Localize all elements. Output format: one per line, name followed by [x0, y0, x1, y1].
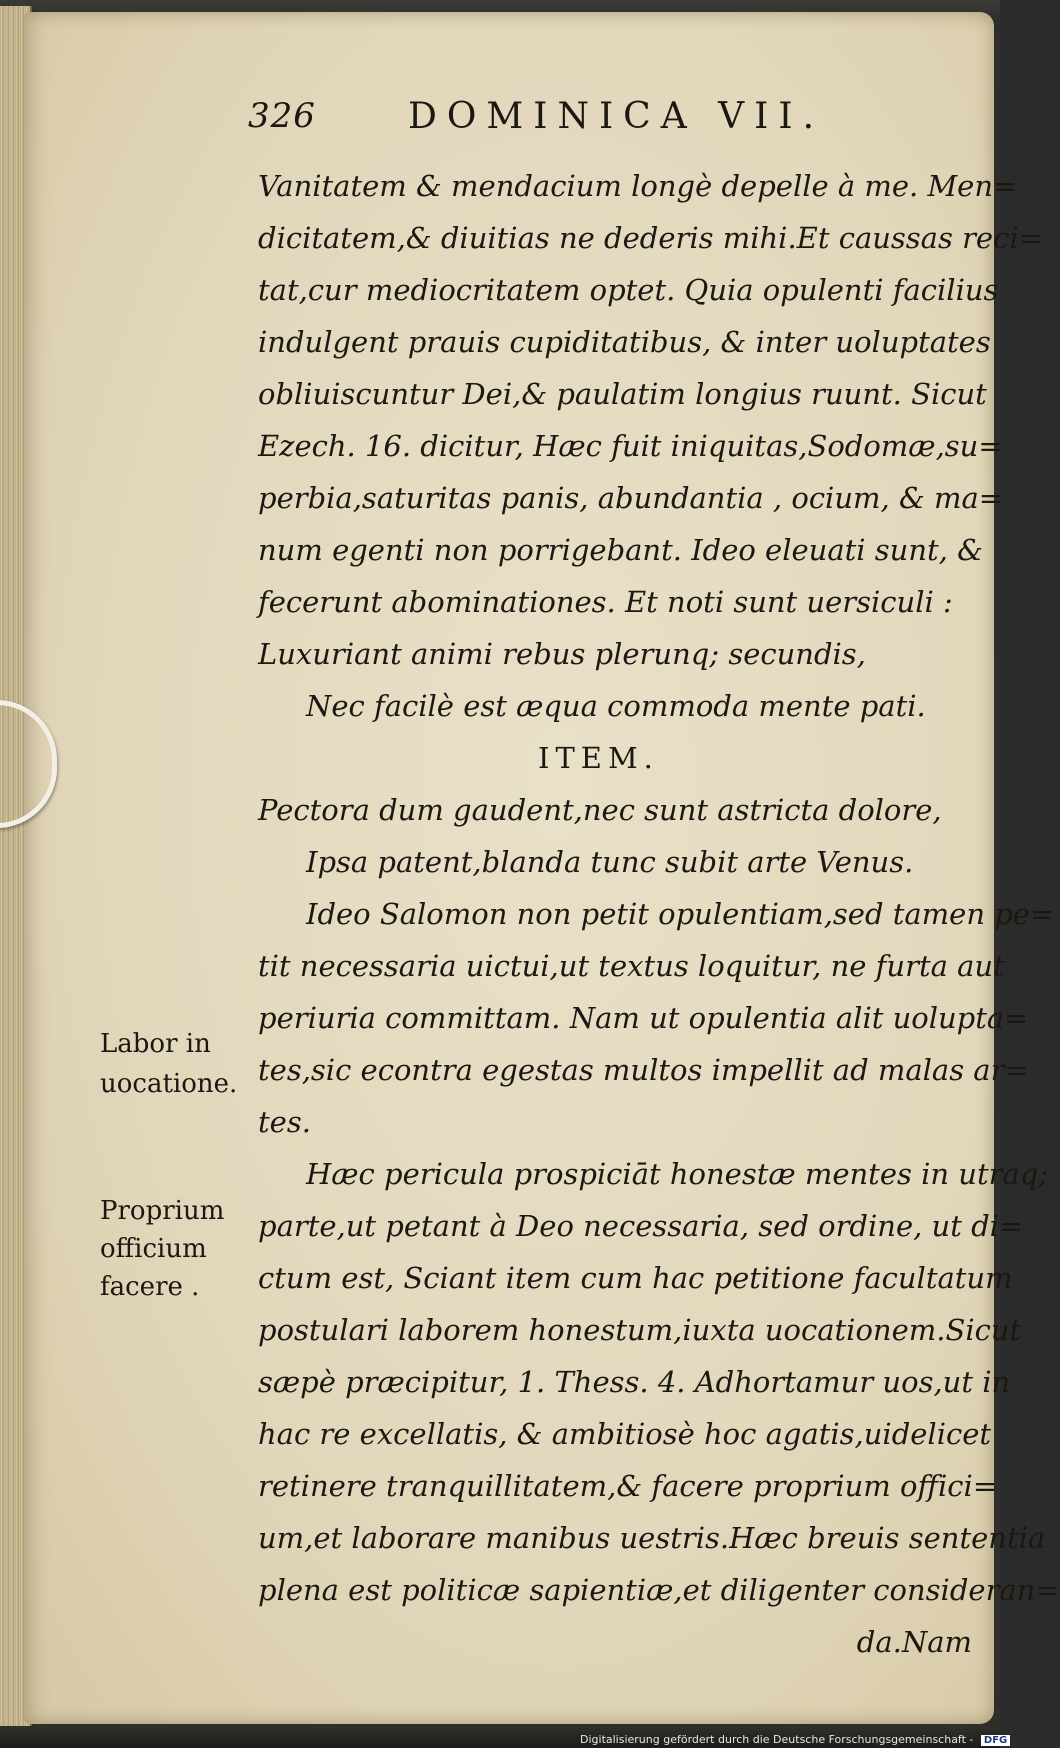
text-line: tes,sic econtra egestas multos impellit ad malas ar= [258, 1053, 1029, 1087]
credit-text: Digitalisierung gefördert durch die Deutsche Forschungsgemeinschaft - [580, 1733, 974, 1746]
text-line: dicitatem,& diuitias ne dederis mihi.Et caussas reci= [258, 221, 1043, 255]
margin-note-line: officium [100, 1234, 207, 1264]
text-line: Ideo Salomon non petit opulentiam,sed tamen pe= [306, 897, 1055, 931]
verse-line: Luxuriant animi rebus plerunq; secundis, [258, 637, 866, 671]
text-line: tit necessaria uictui,ut textus loquitur, ne furta aut [258, 949, 1005, 983]
text-line: hac re excellatis, & ambitiosè hoc agatis,uidelicet [258, 1417, 992, 1451]
catchword: da.Nam [856, 1625, 972, 1659]
dfg-logo: DFG [981, 1735, 1010, 1746]
text-line: obliuiscuntur Dei,& paulatim longius ruunt. Sicut [258, 377, 987, 411]
text-line: plena est politicæ sapientiæ,et diligenter consideran= [258, 1573, 1060, 1607]
margin-note-line: Labor in [100, 1029, 211, 1059]
digitization-credit [580, 1733, 1010, 1746]
verse-line: Ipsa patent,blanda tunc subit arte Venus. [306, 845, 914, 879]
text-line: num egenti non porrigebant. Ideo eleuati sunt, & [258, 533, 983, 567]
verse-line: Pectora dum gaudent,nec sunt astricta dolore, [258, 793, 942, 827]
text-line: um,et laborare manibus uestris.Hæc breuis sententia [258, 1521, 1046, 1555]
text-line: periuria committam. Nam ut opulentia alit uolupta= [258, 1001, 1029, 1035]
text-line: Vanitatem & mendacium longè depelle à me. Men= [258, 169, 1018, 203]
page-number: 326 [248, 96, 316, 136]
verse-line: Nec facilè est æqua commoda mente pati. [306, 689, 926, 723]
text-line: tat,cur mediocritatem optet. Quia opulenti facilius [258, 273, 999, 307]
text-line: indulgent prauis cupiditatibus, & inter uoluptates [258, 325, 991, 359]
text-line: parte,ut petant à Deo necessaria, sed ordine, ut di= [258, 1209, 1024, 1243]
margin-note-labor [100, 1024, 237, 1104]
margin-note-proprium [100, 1192, 224, 1306]
text-line: postulari laborem honestum,iuxta uocationem.Sicut [258, 1313, 1022, 1347]
margin-note-line: facere . [100, 1272, 200, 1302]
text-line: ctum est, Sciant item cum hac petitione facultatum [258, 1261, 1013, 1295]
text-line: perbia,saturitas panis, abundantia , ocium, & ma= [258, 481, 1004, 515]
text-line: sæpè præcipitur, 1. Thess. 4. Adhortamur uos,ut in [258, 1365, 1011, 1399]
text-line: fecerunt abominationes. Et noti sunt uersiculi : [258, 585, 953, 619]
text-line: Hæc pericula prospiciāt honestæ mentes in utraq; [306, 1157, 1049, 1191]
text-line: retinere tranquillitatem,& facere proprium offici= [258, 1469, 998, 1503]
body-text [258, 160, 1060, 1668]
running-title: DOMINICA VII. [408, 96, 825, 137]
section-heading: ITEM. [538, 741, 659, 775]
margin-note-line: uocatione. [100, 1069, 238, 1099]
text-line: Ezech. 16. dicitur, Hæc fuit iniquitas,Sodomæ,su= [258, 429, 1003, 463]
margin-note-line: Proprium [100, 1196, 225, 1226]
text-line: tes. [258, 1105, 311, 1139]
